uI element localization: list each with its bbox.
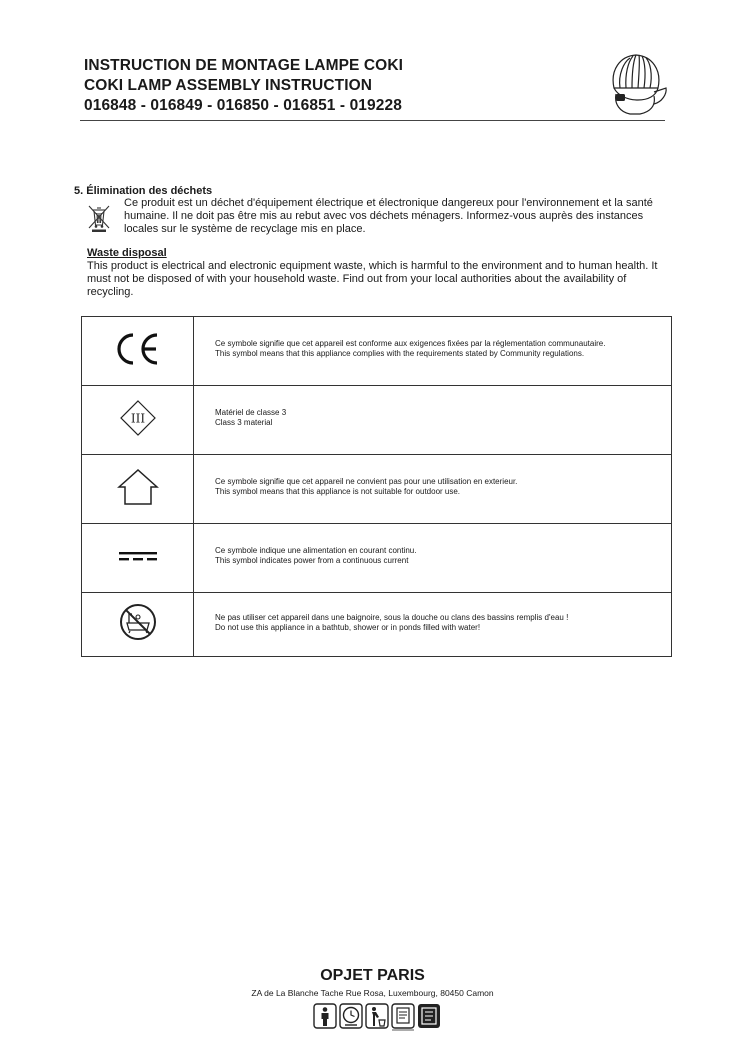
icon-cell (82, 386, 194, 455)
ce-mark-icon (113, 329, 163, 369)
section-title-disposal-en: Waste disposal (87, 247, 167, 259)
description-cell (194, 524, 672, 593)
table-row (82, 455, 672, 524)
symbols-table (81, 316, 672, 657)
symbol-text-fr: Ne pas utiliser cet appareil dans une baignoire, sous la douche ou clans des bassins remplis d'eau ! (215, 612, 569, 622)
symbol-text-en: This symbol means that this appliance is not suitable for outdoor use. (215, 487, 461, 496)
table-row (82, 524, 672, 593)
product-references: 016848 - 016849 - 016850 - 016851 - 019228 (84, 97, 402, 114)
no-bathtub-icon (118, 602, 158, 642)
clock-icon (340, 1004, 362, 1028)
description-cell (194, 317, 672, 386)
table-row (82, 593, 672, 657)
brand-name: OPJET PARIS (320, 967, 425, 984)
table-row (82, 317, 672, 386)
description-cell (194, 386, 672, 455)
coki-lamp-illustration (604, 50, 668, 120)
title-fr: INSTRUCTION DE MONTAGE LAMPE COKI (84, 57, 404, 74)
disposal-text-en: This product is electrical and electronic equipment waste, which is harmful to the environment and to human health. It must not be disposed of with your household waste. Find out from your local authorities about the availability of recycling. (87, 260, 658, 298)
header-divider (80, 120, 665, 121)
symbol-text-fr: Matériel de classe 3 (215, 408, 287, 417)
symbol-text-en: This symbol means that this appliance complies with the requirements stated by Community regulations. (215, 349, 585, 358)
class-3-icon (118, 398, 158, 438)
symbol-text-en: Do not use this appliance in a bathtub, shower or in ponds filled with water! (215, 622, 481, 632)
symbol-text-fr: Ce symbole signifie que cet appareil est conforme aux exigences fixées par la réglementation communautaire. (215, 339, 606, 348)
icon-cell (82, 455, 194, 524)
section-title-disposal-fr: 5. Élimination des déchets (74, 185, 213, 197)
icon-cell (82, 593, 194, 657)
direct-current-icon (116, 546, 160, 566)
icon-cell (82, 317, 194, 386)
description-cell (194, 455, 672, 524)
indoor-house-icon (116, 467, 160, 507)
footer-pictograms (313, 1003, 441, 1031)
symbol-text-fr: Ce symbole signifie que cet appareil ne convient pas pour une utilisation en exterieur. (215, 477, 518, 486)
icon-cell (82, 524, 194, 593)
symbol-text-en: Class 3 material (215, 418, 273, 427)
description-cell (194, 593, 672, 657)
symbol-text-fr: Ce symbole indique une alimentation en courant continu. (215, 546, 417, 555)
packaging-icon (418, 1004, 440, 1028)
document-header (84, 56, 403, 116)
recycle-person-icon (366, 1004, 388, 1028)
symbol-text-en: This symbol indicates power from a continuous current (215, 556, 409, 565)
class-3-label: III (130, 411, 145, 425)
title-en: COKI LAMP ASSEMBLY INSTRUCTION (84, 77, 373, 94)
company-address: ZA de La Blanche Tache Rue Rosa, Luxembourg, 80450 Camon (251, 988, 494, 998)
disposal-text-fr: Ce produit est un déchet d'équipement électrique et électronique dangereux pour l'environnement et la santé humaine. Il ne doit pas être mis au rebut avec vos déchets ménagers. Informez-vous auprès des instances locales sur le système de recyclage mis en place. (124, 197, 653, 236)
adult-assembly-icon (314, 1004, 336, 1028)
manual-icon (392, 1004, 414, 1028)
table-row (82, 386, 672, 455)
crossed-bin-icon (86, 203, 112, 233)
